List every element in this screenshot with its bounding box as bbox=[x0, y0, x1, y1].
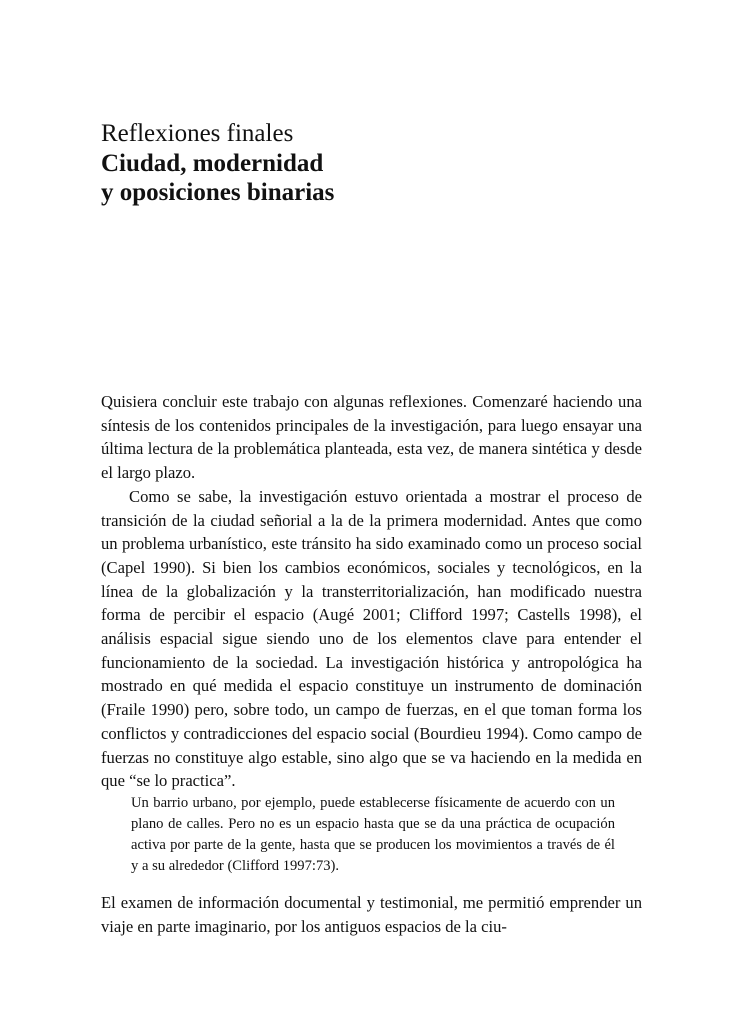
chapter-heading bbox=[101, 118, 641, 207]
chapter-title-line-1: Ciudad, modernidad bbox=[101, 150, 324, 177]
chapter-subtitle: Reflexiones finales bbox=[101, 120, 294, 147]
chapter-title-line-2: y oposiciones binarias bbox=[101, 179, 335, 206]
block-quote: Un barrio urbano, por ejemplo, puede establecerse físicamente de acuerdo con un plano de calles. Pero no es un espacio hasta que se da una práctica de ocupación activa por parte de la gente, hasta que se producen los movimientos a través de él y a su alrededor (Clifford 1997:73). bbox=[131, 795, 615, 874]
paragraph-1: Quisiera concluir este trabajo con algunas reflexiones. Comenzaré haciendo una síntesis de los contenidos principales de la investigación, para luego ensayar una última lectura de la problemática planteada, esta vez, de manera sintética y desde el largo plazo. bbox=[101, 392, 642, 483]
paragraph-3: El examen de información documental y testimonial, me permitió emprender un viaje en parte imaginario, por los antiguos espacios de la ciu- bbox=[101, 893, 642, 936]
body-text bbox=[101, 390, 642, 793]
paragraph-2: Como se sabe, la investigación estuvo orientada a mostrar el proceso de transición de la ciudad señorial a la de la primera modernidad. Antes que como un problema urbanístico, este tránsito ha sido examinado como un proceso social (Capel 1990). Si bien los cambios económicos, sociales y tecnológicos, en la línea de la globalización y la transterritorialización, han modificado nuestra forma de percibir el espacio (Augé 2001; Clifford 1997; Castells 1998), el análisis espacial sigue siendo uno de los elementos clave para entender el funcionamiento de la sociedad. La investigación histórica y antropológica ha mostrado en qué medida el espacio constituye un instrumento de dominación (Fraile 1990) pero, sobre todo, un campo de fuerzas, en el que toman forma los conflictos y contradicciones del espacio social (Bourdieu 1994). Como campo de fuerzas no constituye algo estable, sino algo que se va haciendo en la medida en que “se lo practica”. bbox=[101, 486, 642, 791]
body-text-continued bbox=[101, 891, 642, 938]
